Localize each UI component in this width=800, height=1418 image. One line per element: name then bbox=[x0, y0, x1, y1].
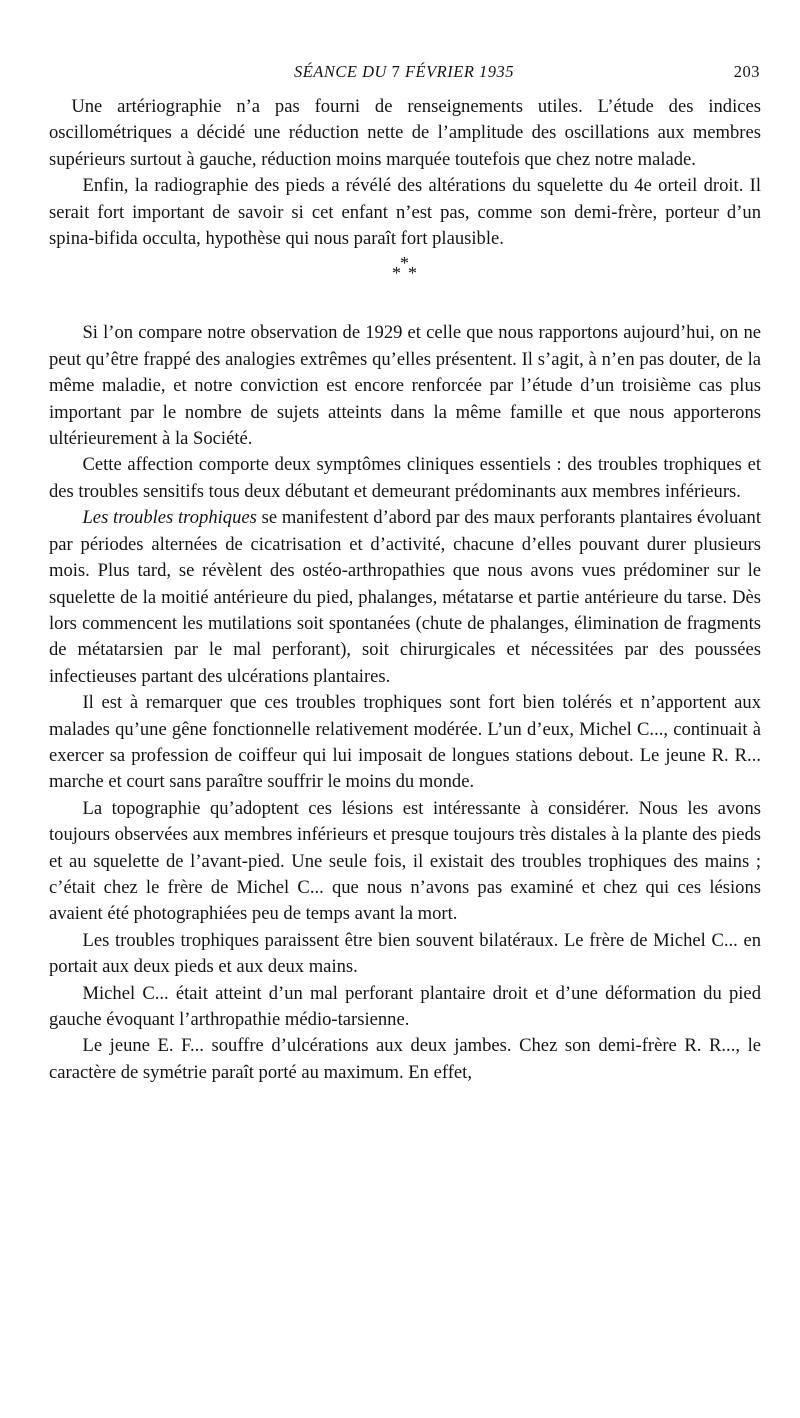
running-head bbox=[48, 62, 760, 86]
paragraph-comparison: Si l’on compare notre observation de 1929 et celle que nous rapportons aujourd’hui, on ne peut qu’être frappé des analogies extrêmes qu’elles présentent. Il s’agit, à n’en pas douter, de la même maladie, et notre conviction est encore renforcée par l’étude d’un troisième cas plus important par le nombre de sujets atteints dans la même famille et que nous apporterons ultérieurement à la Société. bbox=[49, 322, 761, 450]
running-head-title-end: FÉVRIER 1935 bbox=[400, 62, 515, 81]
paragraph-young-ef: Le jeune E. F... souffre d’ulcérations aux deux jambes. Chez son demi-frère R. R..., le caractère de symétrie paraît porté au maximum. En effet, bbox=[49, 1035, 761, 1083]
page-number: 203 bbox=[733, 62, 760, 81]
paragraph-tolerance: Il est à remarquer que ces troubles trophiques sont fort bien tolérés et n’apportent aux malades qu’une gêne fonctionnelle relativement modérée. L’un d’eux, Michel C..., continuait à exercer sa profession de coiffeur qui lui imposait de longues stations debout. Le jeune R. R... marche et court sans paraître souffrir le moins du monde. bbox=[49, 692, 761, 793]
paragraph-radiography: Enfin, la radiographie des pieds a révélé des altérations du squelette du 4e orteil droit. Il serait fort important de savoir si cet enfant n’est pas, comme son demi-frère, porteur d’un spina-bifida occulta, hypothèse qui nous paraît fort plausible. bbox=[49, 175, 761, 250]
paragraph-michel: Michel C... était atteint d’un mal perforant plantaire droit et d’une déformation du pied gauche évoquant l’arthropathie médio-tarsienne. bbox=[49, 982, 761, 1030]
asterism-star: * bbox=[408, 263, 417, 284]
running-head-day: 7 bbox=[391, 62, 401, 81]
paragraph-bilateral: Les troubles trophiques paraissent être bien souvent bilatéraux. Le frère de Michel C... en portait aux deux pieds et aux deux mains. bbox=[49, 929, 761, 978]
section-asterism bbox=[49, 252, 761, 320]
asterism-star: * bbox=[400, 253, 409, 274]
paragraph-arteriography: Une artériographie n’a pas fourni de renseignements utiles. L’étude des indices oscillométriques a décidé une réduction nette de l’amplitude des oscillations aux membres supérieurs surtout à gauche, réduction moins marquée toutefois que chez notre malade. bbox=[49, 96, 761, 170]
paragraph-topography: La topographie qu’adoptent ces lésions est intéressante à considérer. Nous les avons toujours observées aux membres inférieurs et presque toujours très distales à la plante des pieds et au squelette de l’avant-pied. Une seule fois, il existait des troubles trophiques des mains ; c’était chez le frère de Michel C... que nous n’avons pas examiné et chez qui ces lésions avaient été photographiées peu de temps avant la mort. bbox=[49, 797, 761, 925]
running-head-title bbox=[48, 62, 760, 82]
paragraph-trophic-troubles bbox=[49, 505, 761, 690]
body-text bbox=[49, 94, 761, 1086]
italic-lead: Les troubles trophiques bbox=[82, 507, 257, 529]
paragraph-symptoms: Cette affection comporte deux symptômes cliniques essentiels : des troubles trophiques et des troubles sensitifs tous deux débutant et demeurant prédominants aux membres inférieurs. bbox=[49, 454, 761, 502]
running-head-title-start: SÉANCE DU bbox=[293, 62, 392, 81]
asterism-star: * bbox=[392, 263, 401, 284]
paragraph-trophic-text: se manifestent d’abord par des maux perforants plantaires évoluant par périodes alternées de cicatrisation et d’activité, chacune d’elles pouvant durer plusieurs mois. Plus tard, se révèlent des ostéo-arthropathies que nous avons vues prédominer sur le squelette de la moitié antérieure du pied, phalanges, métatarse et partie antérieure du tarse. Dès lors commencent les mutilations soit spontanées (chute de phalanges, élimination de fragments de métatarsien par le mal perforant), soit chirurgicales et nécessitées par des poussées infectieuses partant des ulcérations plantaires. bbox=[49, 507, 762, 687]
